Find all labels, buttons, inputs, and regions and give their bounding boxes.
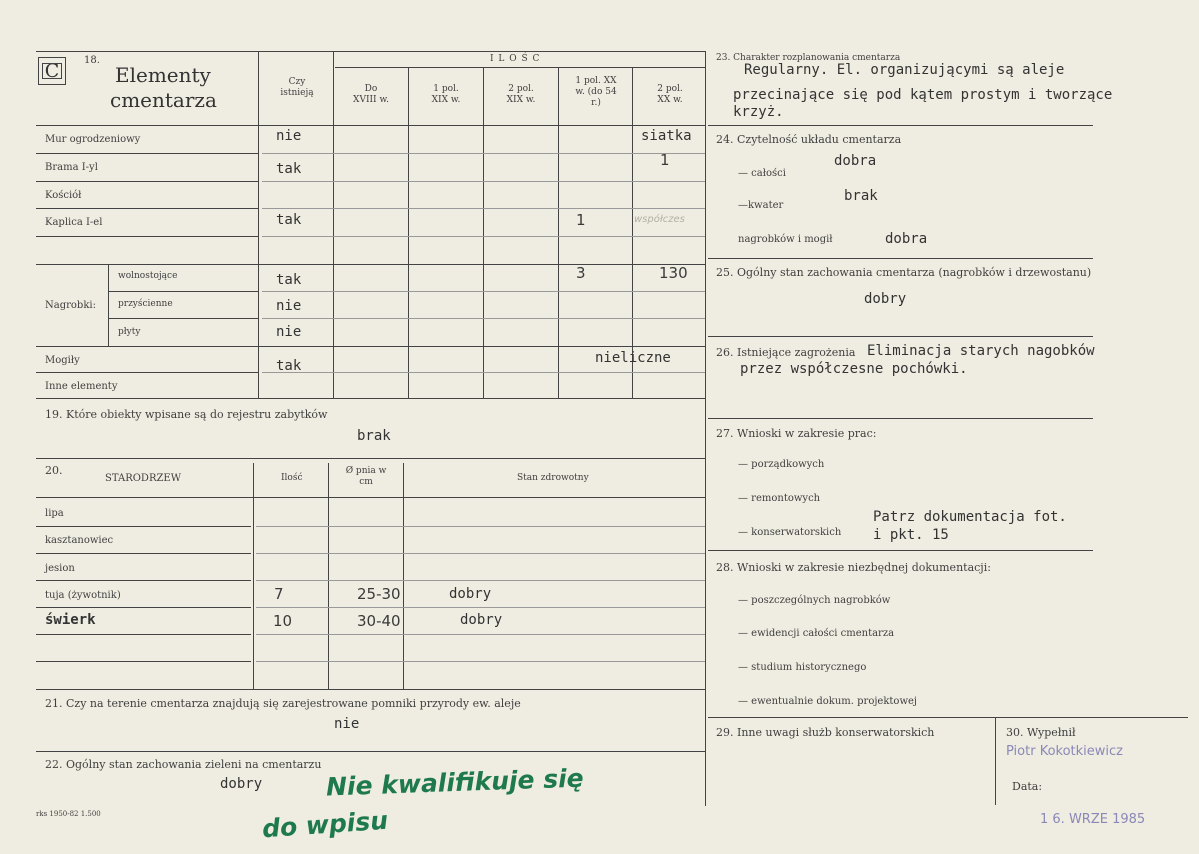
rule: [708, 336, 1093, 337]
handwritten-note-line1: Nie kwalifikuje się: [325, 763, 585, 802]
s24-kwater: brak: [844, 188, 878, 204]
col-header-xviii: Do XVIII w.: [353, 84, 389, 105]
s20-num: 20.: [45, 464, 63, 477]
s20-col-diam: Ø pnia w cm: [345, 466, 387, 487]
col-header-xix1: 1 pol. XIX w.: [431, 84, 461, 105]
col-header-xix2: 2 pol. XIX w.: [506, 84, 536, 105]
rule: [36, 51, 705, 52]
rule: [708, 717, 1188, 718]
row-label-przysc: przyścienne: [118, 299, 173, 309]
rule: [708, 125, 1093, 126]
rule: [262, 236, 705, 237]
rule: [36, 497, 705, 498]
row-label-nagrobki: Nagrobki:: [45, 300, 96, 311]
s30-date-stamp: 1 6. WRZE 1985: [1040, 812, 1146, 827]
s28-label: 28. Wnioski w zakresie niezbędnej dokumentacji:: [716, 561, 991, 574]
rule: [262, 291, 705, 292]
s28-item2: — ewidencji całości cmentarza: [738, 628, 895, 639]
rule: [36, 661, 251, 662]
s28-item1: — poszczególnych nagrobków: [738, 595, 891, 606]
handwritten-note-line2: do wpisu: [261, 805, 389, 844]
row-label-kaplica: Kaplica I-el: [45, 217, 103, 228]
rule: [328, 463, 329, 689]
page-title-line1: Elementy: [115, 63, 211, 87]
brama-xx2: 1: [660, 151, 670, 169]
s28-item3: — studium historycznego: [738, 662, 867, 673]
swierk-diam: 30-40: [357, 612, 401, 630]
tuja-count: 7: [274, 585, 284, 603]
s22-label: 22. Ogólny stan zachowania zieleni na cmentarzu: [45, 758, 322, 771]
s23-line1: Regularny. El. organizującymi są aleje: [744, 62, 1065, 78]
s21-value: nie: [334, 716, 360, 732]
s20-col-ilosc: Ilość: [281, 473, 303, 483]
s27-label: 27. Wnioski w zakresie prac:: [716, 427, 877, 440]
kaplica-exists: tak: [276, 212, 302, 228]
mogily-exists: tak: [276, 358, 302, 374]
rule: [558, 67, 559, 398]
col-header-xx1: 1 pol. XX w. (do 54 r.): [575, 76, 617, 108]
page-title-line2: cmentarza: [110, 88, 217, 112]
s30-name-stamp: Piotr Kokotkiewicz: [1006, 744, 1123, 759]
s21-label: 21. Czy na terenie cmentarza znajdują się zarejestrowane pomniki przyrody ew. aleje: [45, 697, 521, 710]
rule: [253, 463, 254, 689]
rule: [403, 463, 404, 689]
s30-label: 30. Wypełnił: [1006, 726, 1076, 739]
col-header-exists: Czy istnieją: [280, 77, 314, 98]
rule: [632, 67, 633, 398]
rule: [36, 553, 251, 554]
s24-kwater-label: —kwater: [738, 200, 784, 211]
rule: [36, 634, 251, 635]
tuja-stan: dobry: [449, 586, 492, 602]
section-letter-box: [38, 57, 66, 85]
tree-row-kasztanowiec: kasztanowiec: [45, 535, 114, 546]
rule: [108, 265, 109, 346]
rule: [256, 634, 705, 635]
section-letter: C: [39, 60, 65, 82]
row-label-mogily: Mogiły: [45, 355, 80, 366]
rule: [262, 208, 705, 209]
s24-calosci-label: — całości: [738, 168, 786, 179]
col-header-xx2: 2 pol. XX w.: [657, 84, 683, 105]
rule: [708, 258, 1093, 259]
s27-value-line1: Patrz dokumentacja fot.: [873, 509, 1067, 525]
row-label-mur: Mur ogrodzeniowy: [45, 134, 141, 145]
rule: [408, 67, 409, 398]
mur-xx2: siatka: [641, 128, 692, 144]
rule: [36, 372, 258, 373]
s20-col-stan: Stan zdrowotny: [517, 473, 589, 483]
rule: [36, 181, 258, 182]
tree-row-lipa: lipa: [45, 508, 64, 519]
tree-row-swierk: świerk: [45, 612, 96, 628]
plyty-exists: nie: [276, 324, 302, 340]
footer-code: rks 1950-82 1.500: [36, 810, 101, 818]
rule: [36, 526, 251, 527]
rule: [36, 346, 705, 347]
s19-label: 19. Które obiekty wpisane są do rejestru zabytków: [45, 408, 328, 421]
rule: [36, 208, 258, 209]
s30-date-label: Data:: [1012, 780, 1043, 793]
tree-row-tuja: tuja (żywotnik): [45, 590, 121, 601]
rule: [36, 607, 251, 608]
rule: [108, 291, 258, 292]
tuja-diam: 25-30: [357, 585, 401, 603]
rule: [36, 751, 705, 752]
s25-label: 25. Ogólny stan zachowania cmentarza (nagrobków i drzewostanu): [716, 266, 1092, 279]
rule: [995, 718, 996, 805]
row-label-kosciol: Kościół: [45, 190, 82, 201]
rule: [262, 372, 705, 373]
row-label-brama: Brama I-yl: [45, 162, 98, 173]
s26-line2: przez współczesne pochówki.: [740, 361, 968, 377]
rule: [256, 661, 705, 662]
rule: [708, 418, 1093, 419]
s27-item3: — konserwatorskich: [738, 527, 842, 538]
tree-row-jesion: jesion: [45, 563, 75, 574]
przysc-exists: nie: [276, 298, 302, 314]
rule: [256, 580, 705, 581]
s23-line3: krzyż.: [733, 104, 784, 120]
wolno-exists: tak: [276, 272, 302, 288]
kaplica-note: współczes: [634, 214, 685, 225]
row-label-wolno: wolnostojące: [118, 271, 178, 281]
s26-line1: Eliminacja starych nagobków: [867, 343, 1095, 359]
swierk-count: 10: [273, 612, 293, 630]
mogily-value: nieliczne: [595, 350, 671, 366]
rule: [262, 318, 705, 319]
s22-value: dobry: [220, 776, 263, 792]
rule: [36, 153, 258, 154]
rule: [36, 236, 258, 237]
brama-exists: tak: [276, 161, 302, 177]
s20-title: STARODRZEW: [105, 473, 181, 484]
rule: [36, 580, 251, 581]
rule: [262, 153, 705, 154]
rule: [256, 607, 705, 608]
rule: [36, 264, 705, 265]
s23-label: 23. Charakter rozplanowania cmentarza: [716, 53, 901, 63]
rule: [335, 67, 705, 68]
rule: [108, 318, 258, 319]
s25-value: dobry: [864, 291, 907, 307]
s24-label: 24. Czytelność układu cmentarza: [716, 133, 902, 146]
section-number: 18.: [84, 55, 100, 66]
s27-item1: — porządkowych: [738, 459, 825, 470]
rule: [36, 398, 705, 399]
rule: [256, 553, 705, 554]
rule: [36, 458, 705, 459]
s24-calosci: dobra: [834, 153, 877, 169]
rule: [708, 550, 1093, 551]
rule: [36, 125, 705, 126]
col-header-ilosc: I L O Ś C: [490, 54, 541, 64]
s27-item2: — remontowych: [738, 493, 821, 504]
wolno-xx1: 3: [576, 264, 586, 282]
mur-exists: nie: [276, 128, 302, 144]
s27-value-line2: i pkt. 15: [873, 527, 949, 543]
s23-line2: przecinające się pod kątem prostym i tworzące: [733, 87, 1113, 103]
rule: [256, 526, 705, 527]
wolno-xx2: 130: [659, 264, 688, 282]
s24-nagrobkow: dobra: [885, 231, 928, 247]
s29-label: 29. Inne uwagi służb konserwatorskich: [716, 726, 935, 739]
s19-value: brak: [357, 428, 391, 444]
rule: [483, 67, 484, 398]
swierk-stan: dobry: [460, 612, 503, 628]
s24-nagrobkow-label: nagrobków i mogił: [738, 234, 833, 245]
s28-item4: — ewentualnie dokum. projektowej: [738, 696, 918, 707]
row-label-plyty: płyty: [118, 327, 141, 337]
row-label-inne: Inne elementy: [45, 381, 118, 392]
rule: [36, 689, 705, 690]
s26-label: 26. Istniejące zagrożenia: [716, 346, 856, 359]
rule: [705, 51, 706, 806]
rule: [262, 181, 705, 182]
kaplica-xx1: 1: [576, 211, 586, 229]
